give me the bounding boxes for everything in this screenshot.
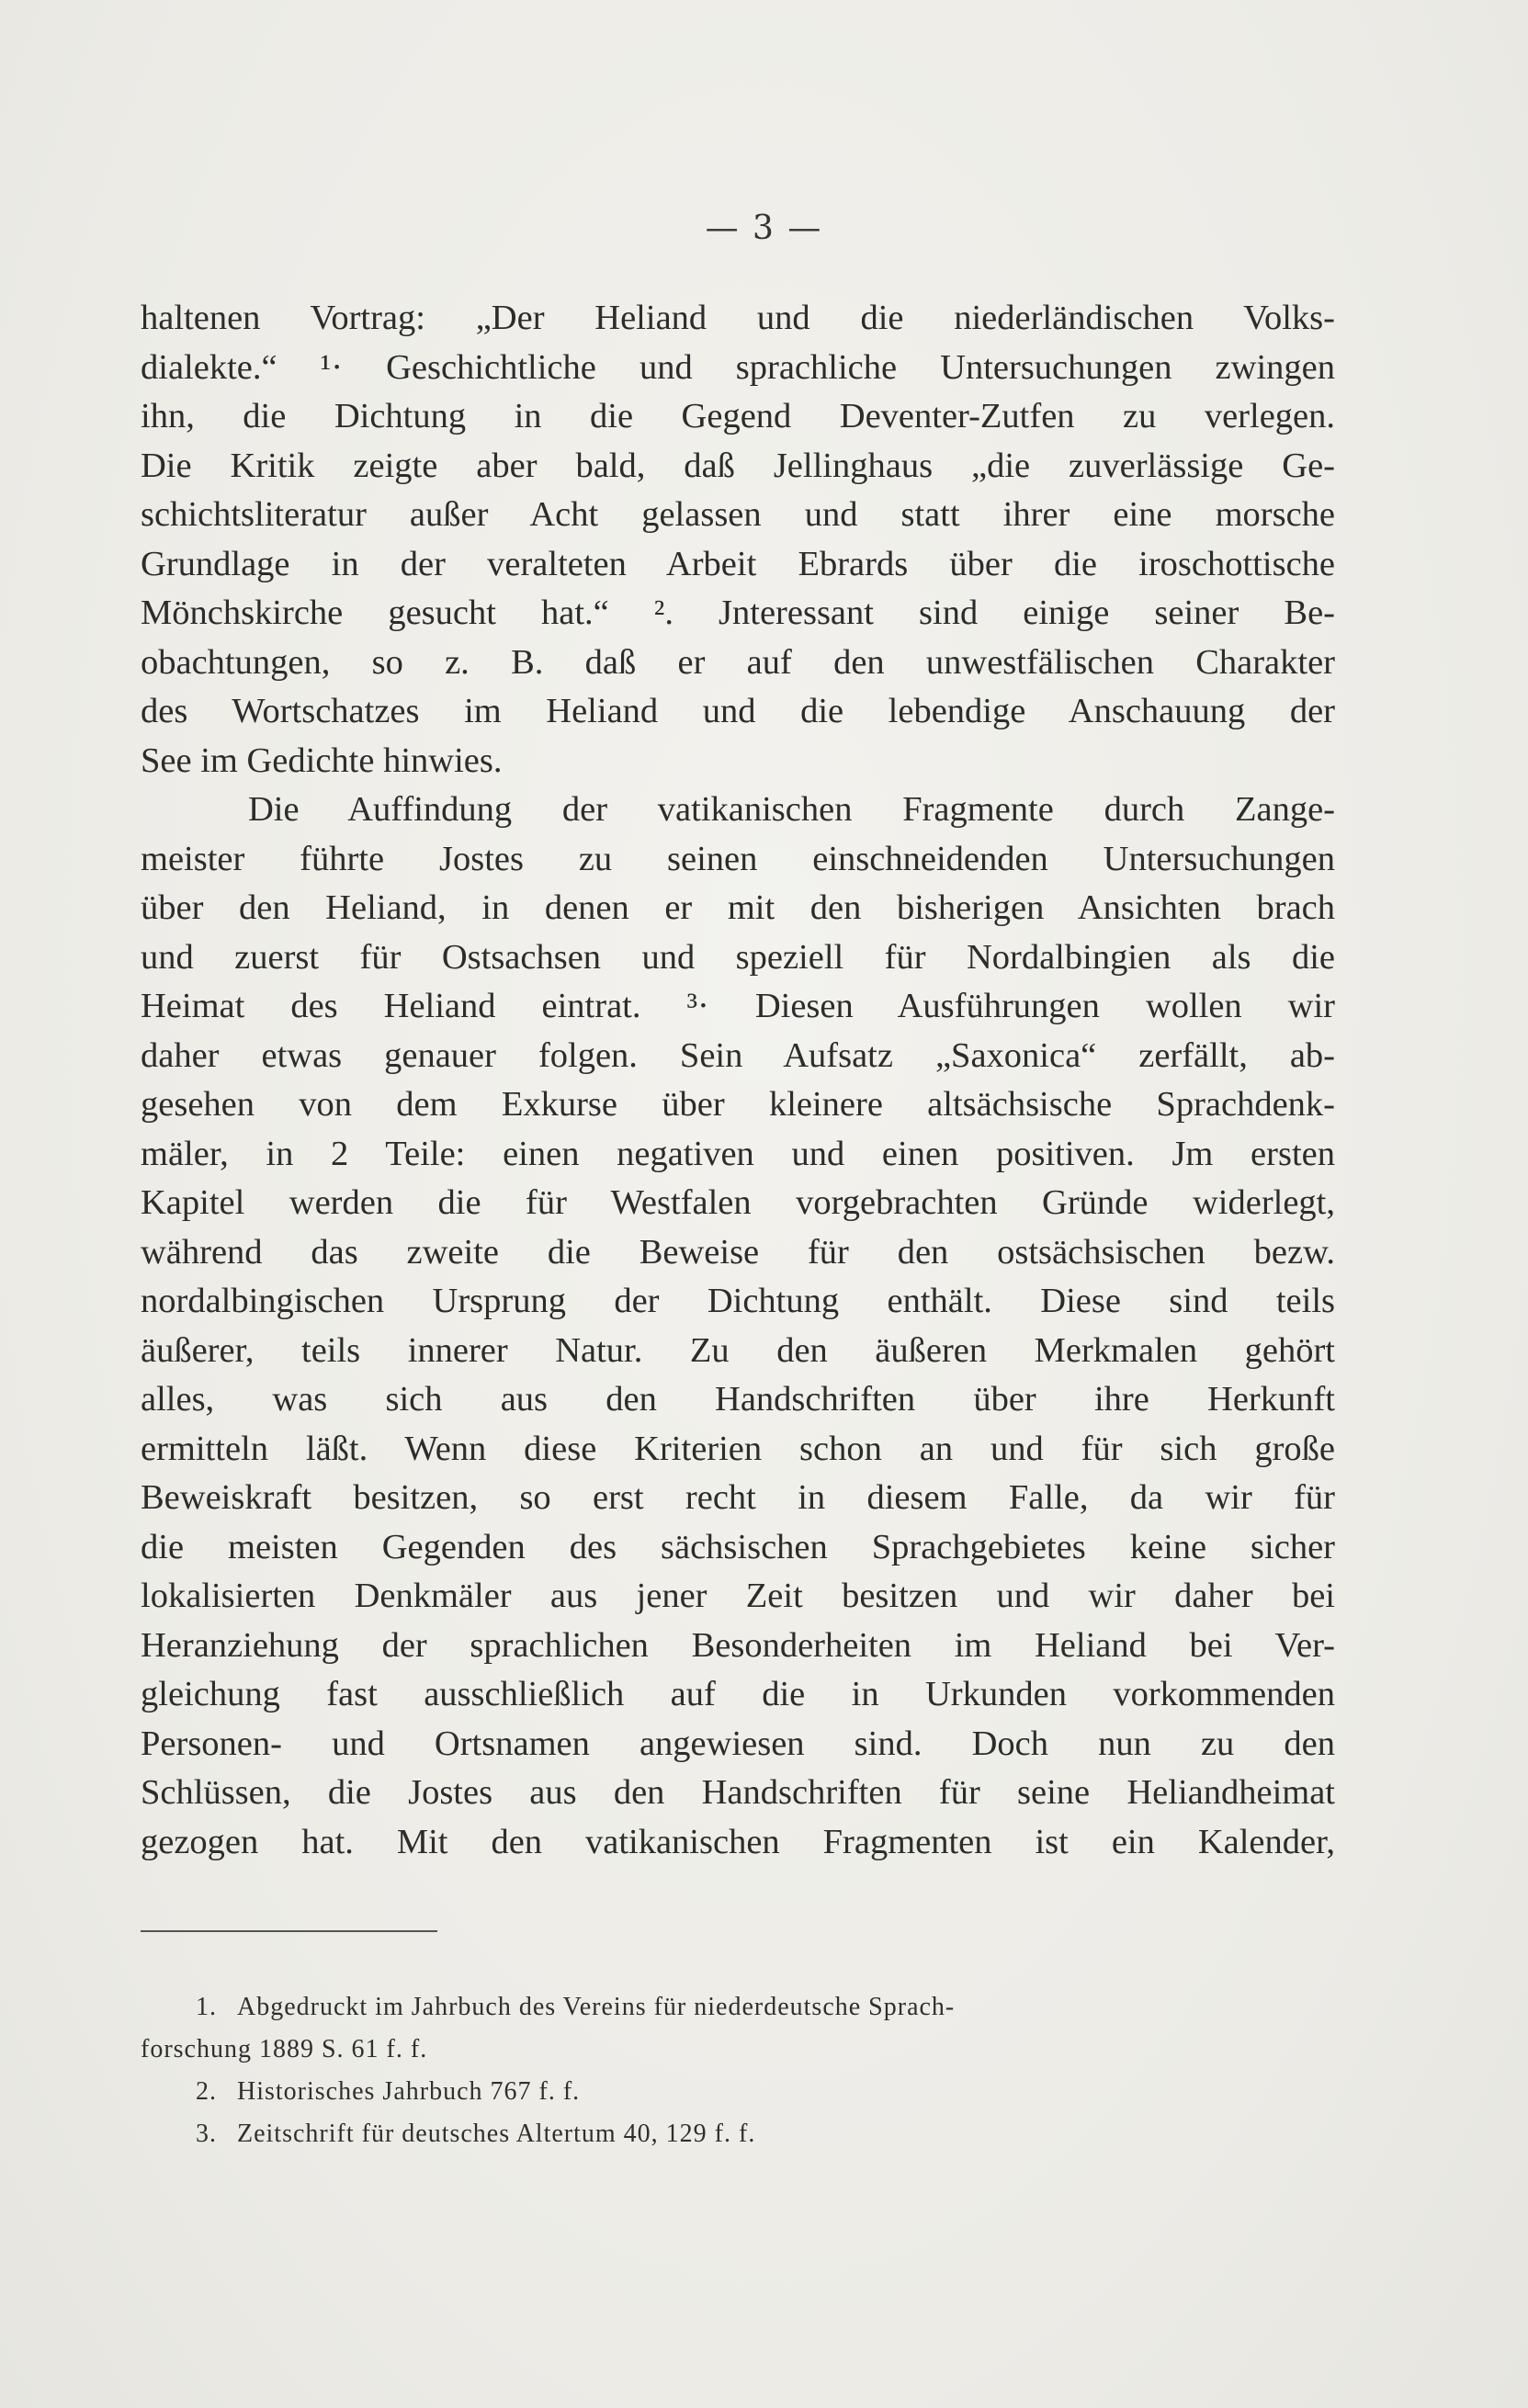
- text-line: Beweiskraft besitzen, so erst recht in diesem Falle, da wir für: [141, 1478, 1335, 1517]
- text-line: dialekte.“ ¹· Geschichtliche und sprachliche Untersuchungen zwingen: [141, 347, 1335, 387]
- text-line: gleichung fast ausschließlich auf die in Urkunden vorkommenden: [141, 1675, 1335, 1713]
- footnotes: [141, 1986, 1335, 2155]
- footnote-text: Zeitschrift für deutsches Altertum 40, 129 f. f.: [237, 2120, 756, 2148]
- text-line: haltenen Vortrag: „Der Heliand und die niederländischen Volks-: [141, 299, 1335, 337]
- text-line: während das zweite die Beweise für den ostsächsischen bezw.: [141, 1232, 1335, 1272]
- footnote-text: Historisches Jahrbuch 767 f. f.: [237, 2077, 581, 2106]
- text-line: Die Auffindung der vatikanischen Fragmente durch Zange-: [248, 790, 1335, 829]
- text-line: Die Kritik zeigte aber bald, daß Jellinghaus „die zuverlässige Ge-: [141, 446, 1335, 485]
- text-line: Heimat des Heliand eintrat. ³· Diesen Ausführungen wollen wir: [141, 987, 1335, 1025]
- text-line: Personen- und Ortsnamen angewiesen sind. Doch nun zu den: [141, 1724, 1335, 1763]
- text-line: daher etwas genauer folgen. Sein Aufsatz „Saxonica“ zerfällt, ab-: [141, 1035, 1335, 1075]
- page-number: — 3 —: [705, 209, 823, 247]
- footnote-text: Abgedruckt im Jahrbuch des Vereins für niederdeutsche Sprach-: [237, 1993, 956, 2021]
- text-line: nordalbingischen Ursprung der Dichtung enthält. Diese sind teils: [141, 1282, 1335, 1320]
- text-line: schichtsliteratur außer Acht gelassen und statt ihrer eine morsche: [141, 495, 1335, 534]
- text-line: gesehen von dem Exkurse über kleinere altsächsische Sprachdenk-: [141, 1085, 1335, 1124]
- text-line: ermitteln läßt. Wenn diese Kriterien schon an und für sich große: [141, 1429, 1335, 1468]
- footnote-item: [141, 2071, 1335, 2113]
- text-line: des Wortschatzes im Heliand und die lebendige Anschauung der: [141, 692, 1335, 730]
- text-line: ihn, die Dichtung in die Gegend Deventer-Zutfen zu verlegen.: [141, 397, 1335, 435]
- text-line: meister führte Jostes zu seinen einschneidenden Untersuchungen: [141, 839, 1335, 878]
- text-line: See im Gedichte hinwies.: [141, 740, 503, 780]
- text-line: die meisten Gegenden des sächsischen Sprachgebietes keine sicher: [141, 1527, 1335, 1566]
- text-line: Mönchskirche gesucht hat.“ ². Jnteressant sind einige seiner Be-: [141, 594, 1335, 632]
- text-line: Heranziehung der sprachlichen Besonderheiten im Heliand bei Ver-: [141, 1625, 1335, 1665]
- text-line: über den Heliand, in denen er mit den bisherigen Ansichten brach: [141, 888, 1335, 927]
- footnote-divider: [141, 1930, 437, 1932]
- body-text: [141, 294, 1335, 1867]
- footnote-item: [141, 1986, 1335, 2029]
- text-line: alles, was sich aus den Handschriften über ihre Herkunft: [141, 1380, 1335, 1419]
- footnote-number: 2.: [196, 2077, 217, 2106]
- text-line: Schlüssen, die Jostes aus den Handschriften für seine Heliandheimat: [141, 1773, 1335, 1812]
- text-line: Kapitel werden die für Westfalen vorgebrachten Gründe widerlegt,: [141, 1183, 1335, 1222]
- text-line: lokalisierten Denkmäler aus jener Zeit besitzen und wir daher bei: [141, 1577, 1335, 1615]
- text-line: Grundlage in der veralteten Arbeit Ebrards über die iroschottische: [141, 544, 1335, 583]
- text-line: mäler, in 2 Teile: einen negativen und einen positiven. Jm ersten: [141, 1134, 1335, 1173]
- footnote-number: 3.: [196, 2120, 217, 2148]
- footnote-number: 1.: [196, 1993, 217, 2021]
- text-line: gezogen hat. Mit den vatikanischen Fragmenten ist ein Kalender,: [141, 1822, 1335, 1861]
- footnote-item: [141, 2113, 1335, 2155]
- text-line: obachtungen, so z. B. daß er auf den unwestfälischen Charakter: [141, 642, 1335, 682]
- text-line: und zuerst für Ostsachsen und speziell für Nordalbingien als die: [141, 937, 1335, 977]
- text-line: äußerer, teils innerer Natur. Zu den äußeren Merkmalen gehört: [141, 1330, 1335, 1370]
- footnote-continuation: forschung 1889 S. 61 f. f.: [141, 2035, 428, 2063]
